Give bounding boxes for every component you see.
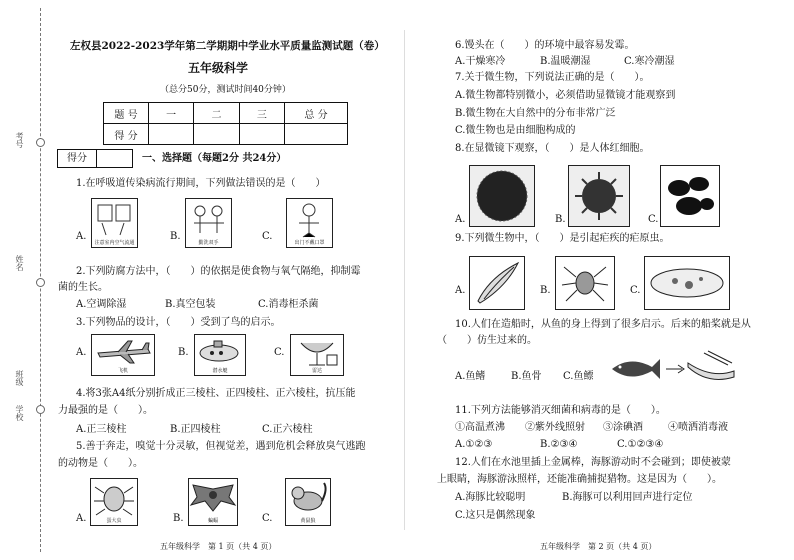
q1-caption-a: 注意室内空气流通 xyxy=(94,240,135,246)
q10-option-b[interactable]: B.鱼骨 xyxy=(511,371,542,382)
q1-image-b xyxy=(185,198,232,248)
binding-hole xyxy=(36,278,45,287)
q2-option-c[interactable]: C.消毒柜杀菌 xyxy=(258,299,319,310)
q4-option-b[interactable]: B.正四棱柱 xyxy=(170,424,221,435)
q7-option-a[interactable]: A.微生物都特别微小，必须借助显微镜才能观察到 xyxy=(455,90,676,101)
score-cell[interactable] xyxy=(194,124,239,145)
question-7: 7.关于微生物，下列说法正确的是（ ）。 xyxy=(455,72,650,83)
q1-image-c xyxy=(286,198,333,248)
q8-image-b xyxy=(568,165,630,227)
q3-option-c[interactable]: C. xyxy=(274,347,285,358)
q12-option-b[interactable]: B.海豚可以利用回声进行定位 xyxy=(562,492,693,503)
q3-caption-a: 飞机 xyxy=(117,368,128,374)
section-score-label: 得分 xyxy=(58,150,97,167)
question-4-line1: 4.将3张A4纸分别折成正三棱柱、正四棱柱、正六棱柱，抗压能 xyxy=(76,388,356,399)
question-10-line1: 10.人们在造船时，从鱼的身上得到了很多启示。后来的船桨就是从 xyxy=(455,319,751,330)
q5-image-c xyxy=(285,478,331,526)
question-2-line1: 2.下列防腐方法中，（ ）的依据是使食物与氧气隔绝，抑制霉 xyxy=(76,266,361,277)
q9-option-a[interactable]: A. xyxy=(455,285,466,296)
q6-option-c[interactable]: C.寒冷潮湿 xyxy=(624,56,675,67)
score-label: 得 分 xyxy=(104,124,149,145)
q3-option-b[interactable]: B. xyxy=(178,347,189,358)
score-cell[interactable] xyxy=(149,124,194,145)
question-6: 6.馒头在（ ）的环境中最容易发霉。 xyxy=(455,40,635,51)
q8-image-c xyxy=(660,165,720,227)
binding-hole xyxy=(36,138,45,147)
q3-image-b xyxy=(194,334,246,376)
q1-caption-b: 勤洗双手 xyxy=(198,240,219,246)
section-score-box xyxy=(57,149,133,168)
q9-image-b xyxy=(555,256,615,310)
question-5-line2: 的动物是（ ）。 xyxy=(58,458,143,469)
q1-option-a[interactable]: A. xyxy=(76,231,87,242)
q10-option-c[interactable]: C.鱼鳔 xyxy=(563,371,594,382)
q9-option-b[interactable]: B. xyxy=(540,285,551,296)
q11-item-4: ④喷洒消毒液 xyxy=(668,422,728,433)
q3-caption-c: 雷达 xyxy=(311,368,322,374)
q1-caption-c: 出门不戴口罩 xyxy=(294,240,325,246)
q5-image-b xyxy=(188,478,238,526)
q6-option-b[interactable]: B.温暖潮湿 xyxy=(540,56,591,67)
q4-option-c[interactable]: C.正六棱柱 xyxy=(262,424,313,435)
binding-hole xyxy=(36,405,45,414)
q1-option-b[interactable]: B. xyxy=(170,231,181,242)
q9-image-a xyxy=(469,256,525,310)
question-8: 8.在显微镜下观察，（ ）是人体红细胞。 xyxy=(455,143,650,154)
question-4-line2: 力最强的是（ ）。 xyxy=(58,405,153,416)
q9-option-c[interactable]: C. xyxy=(630,285,641,296)
q12-option-c[interactable]: C.这只是偶然现象 xyxy=(455,510,536,521)
q1-option-c[interactable]: C. xyxy=(262,231,273,242)
q12-option-a[interactable]: A.海豚比较聪明 xyxy=(455,492,526,503)
question-1: 1.在呼吸道传染病流行期间，下列做法错误的是（ ） xyxy=(76,178,326,189)
side-label-name: 姓名 xyxy=(15,255,24,271)
q5-caption-c: 黄鼠狼 xyxy=(300,518,316,524)
q9-image-c xyxy=(644,256,730,310)
question-3: 3.下列物品的设计，（ ）受到了鸟的启示。 xyxy=(76,317,281,328)
q2-option-b[interactable]: B.真空包装 xyxy=(165,299,216,310)
q3-option-a[interactable]: A. xyxy=(76,347,87,358)
score-header: 三 xyxy=(239,103,284,124)
section-title: 一、选择题（每题2分 共24分） xyxy=(142,153,287,164)
q8-option-c[interactable]: C. xyxy=(648,214,659,225)
q7-option-c[interactable]: C.微生物也是由细胞构成的 xyxy=(455,125,576,136)
side-label-class: 班级 xyxy=(15,370,24,386)
score-header: 总 分 xyxy=(285,103,348,124)
q11-item-3: ③涂碘酒 xyxy=(603,422,643,433)
q3-image-c xyxy=(290,334,344,376)
right-footer: 五年级科学 第 2 页（共 4 页） xyxy=(540,542,657,551)
q6-option-a[interactable]: A.干燥寒冷 xyxy=(455,56,506,67)
q8-option-a[interactable]: A. xyxy=(455,214,466,225)
question-2-line2: 菌的生长。 xyxy=(58,282,108,293)
question-9: 9.下列微生物中，（ ）是引起疟疾的疟原虫。 xyxy=(455,233,670,244)
q5-caption-a: 蛋大虫 xyxy=(106,518,122,524)
question-12-line1: 12.人们在水池里插上金属棒，海豚游动时不会碰到；即使被蒙 xyxy=(455,457,731,468)
q5-image-a xyxy=(90,478,138,526)
exam-subject: 五年级科学 xyxy=(188,61,249,75)
score-header: 一 xyxy=(149,103,194,124)
q10-image xyxy=(608,349,738,389)
score-cell[interactable] xyxy=(285,124,348,145)
side-label-school: 学校 xyxy=(15,405,24,421)
q8-image-a xyxy=(469,165,535,227)
q5-option-a[interactable]: A. xyxy=(76,513,87,524)
score-cell[interactable] xyxy=(239,124,284,145)
q5-option-c[interactable]: C. xyxy=(262,513,273,524)
score-header: 二 xyxy=(194,103,239,124)
page-divider xyxy=(404,30,405,530)
q4-option-a[interactable]: A.正三棱柱 xyxy=(76,424,127,435)
q11-option-b[interactable]: B.②③④ xyxy=(540,439,578,450)
q2-option-a[interactable]: A.空调除湿 xyxy=(76,299,127,310)
question-11: 11.下列方法能够消灭细菌和病毒的是（ ）。 xyxy=(455,405,666,416)
q3-image-a xyxy=(91,334,155,376)
q7-option-b[interactable]: B.微生物在大自然中的分布非常广泛 xyxy=(455,108,616,119)
q11-option-c[interactable]: C.①②③④ xyxy=(617,439,664,450)
q5-caption-b: 蝙蝠 xyxy=(207,518,218,524)
score-table xyxy=(103,102,348,145)
q1-image-a xyxy=(91,198,138,248)
exam-info: （总分50分，测试时间40分钟） xyxy=(160,85,291,95)
q11-option-a[interactable]: A.①②③ xyxy=(455,439,493,450)
q10-option-a[interactable]: A.鱼鳍 xyxy=(455,371,486,382)
left-footer: 五年级科学 第 1 页（共 4 页） xyxy=(160,542,277,551)
q11-item-1: ①高温煮沸 xyxy=(455,422,505,433)
exam-title: 左权县2022-2023学年第二学期期中学业水平质量监测试题（卷） xyxy=(70,40,385,52)
question-12-line2: 上眼睛，海豚游泳照样，还能准确捕捉猎物。这是因为（ ）。 xyxy=(437,474,722,485)
q3-caption-b: 潜水艇 xyxy=(212,368,228,374)
question-5-line1: 5.善于奔走，嗅觉十分灵敏，但视觉差，遇到危机会释放臭气逃跑 xyxy=(76,441,366,452)
score-header: 题 号 xyxy=(104,103,149,124)
question-10-line2: （ ）仿生过来的。 xyxy=(437,335,537,346)
q11-item-2: ②紫外线照射 xyxy=(525,422,585,433)
q5-option-b[interactable]: B. xyxy=(173,513,184,524)
q8-option-b[interactable]: B. xyxy=(555,214,566,225)
side-label-id: 考号 xyxy=(15,132,24,148)
